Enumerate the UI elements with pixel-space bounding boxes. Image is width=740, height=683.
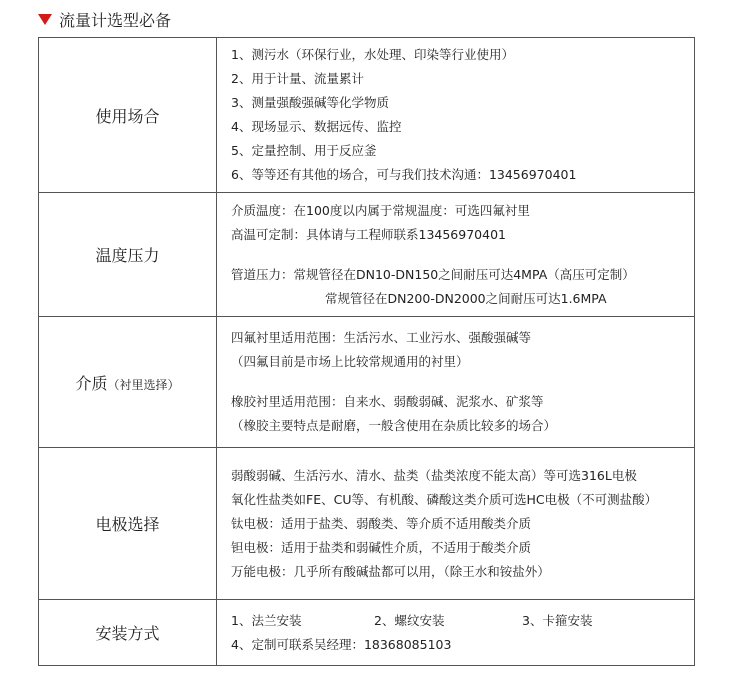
row-content-medium — [217, 317, 695, 448]
row-content-temperature-pressure — [217, 193, 695, 317]
list-item: 氧化性盐类如FE、CU等、有机酸、磷酸这类介质可选HC电极（不可测盐酸） — [231, 491, 658, 507]
spacer — [231, 247, 694, 263]
row-content-usage — [217, 38, 695, 193]
section-header — [38, 8, 171, 30]
row-content-installation — [217, 600, 695, 666]
list-item: 6、等等还有其他的场合，可与我们技术沟通：13456970401 — [231, 167, 577, 182]
list-item: 1、法兰安装 — [231, 612, 302, 628]
list-item: 5、定量控制、用于反应釜 — [231, 143, 377, 158]
list-item: 2、用于计量、流量累计 — [231, 71, 364, 86]
list-item: 常规管径在DN200-DN2000之间耐压可达1.6MPA — [325, 290, 607, 306]
list-item: （四氟目前是市场上比较常规通用的衬里） — [231, 354, 469, 369]
table-row-medium — [39, 317, 695, 448]
list-item: （橡胶主要特点是耐磨，一般含使用在杂质比较多的场合） — [231, 418, 557, 433]
table-row-temperature-pressure — [39, 193, 695, 317]
list-item: 1、测污水（环保行业，水处理、印染等行业使用） — [231, 47, 514, 62]
row-content-electrode — [217, 448, 695, 600]
list-item: 钽电极：适用于盐类和弱碱性介质，不适用于酸类介质 — [231, 539, 532, 555]
row-label-medium — [39, 317, 217, 448]
list-item: 四氟衬里适用范围：生活污水、工业污水、强酸强碱等 — [231, 330, 532, 345]
list-item: 4、现场显示、数据远传、监控 — [231, 119, 402, 134]
list-item: 弱酸弱碱、生活污水、清水、盐类（盐类浓度不能太高）等可选316L电极 — [231, 467, 637, 483]
list-item: 3、卡箍安装 — [522, 612, 593, 628]
triangle-down-icon — [38, 14, 52, 25]
list-item: 高温可定制：具体请与工程师联系13456970401 — [231, 226, 506, 242]
row-label-temperature-pressure: 温度压力 — [39, 193, 217, 317]
spacer — [231, 374, 694, 390]
row-label-medium-main: 介质 — [75, 373, 108, 393]
table-row-usage — [39, 38, 695, 193]
list-item: 2、螺纹安装 — [374, 612, 445, 628]
row-label-installation: 安装方式 — [39, 600, 217, 666]
row-label-medium-sub: （衬里选择） — [107, 377, 180, 392]
table-row-electrode — [39, 448, 695, 600]
list-item: 管道压力：常规管径在DN10-DN150之间耐压可达4MPA（高压可定制） — [231, 266, 635, 282]
list-item: 介质温度：在100度以内属于常规温度：可选四氟衬里 — [231, 202, 530, 218]
list-item: 万能电极：几乎所有酸碱盐都可以用，（除王水和铵盐外） — [231, 563, 550, 579]
table-row-installation — [39, 600, 695, 666]
list-item: 3、测量强酸强碱等化学物质 — [231, 95, 389, 110]
selection-table — [38, 37, 695, 666]
row-label-usage: 使用场合 — [39, 38, 217, 193]
list-item: 钛电极：适用于盐类、弱酸类、等介质不适用酸类介质 — [231, 515, 532, 531]
installation-options — [231, 609, 694, 633]
list-item: 4、定制可联系吴经理：18368085103 — [231, 636, 452, 652]
section-title: 流量计选型必备 — [59, 10, 172, 30]
list-item: 橡胶衬里适用范围：自来水、弱酸弱碱、泥浆水、矿浆等 — [231, 394, 544, 409]
row-label-electrode: 电极选择 — [39, 448, 217, 600]
